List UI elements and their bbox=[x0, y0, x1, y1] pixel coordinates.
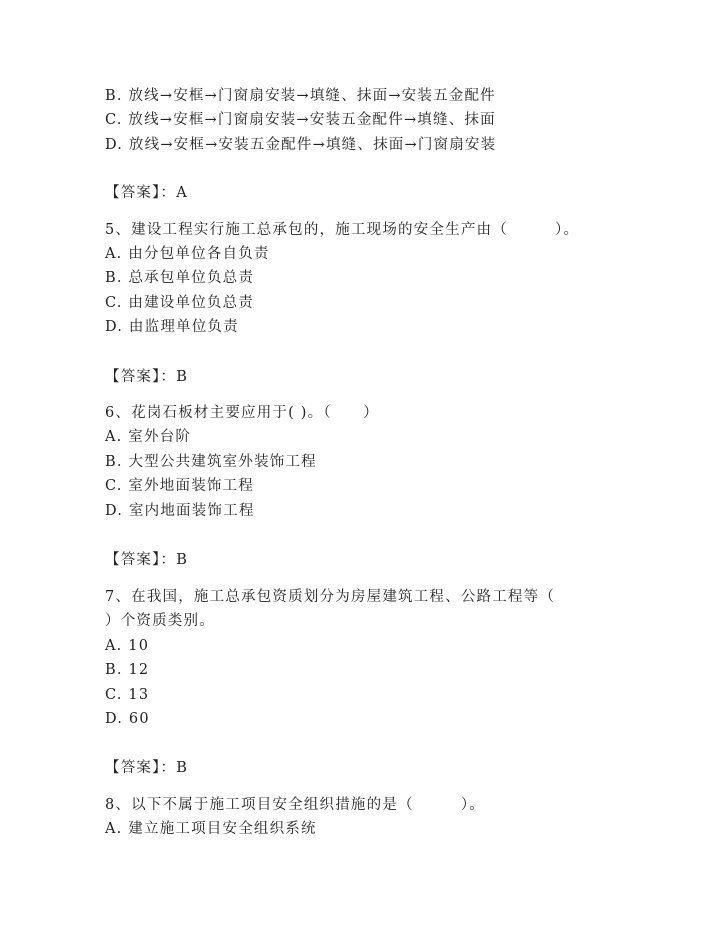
q7-answer: 【答案】：B bbox=[105, 760, 189, 776]
q5-option-a: A. 由分包单位各自负责 bbox=[105, 246, 270, 262]
q7-option-c: C. 13 bbox=[105, 687, 150, 703]
q5-option-b: B. 总承包单位负总责 bbox=[105, 270, 255, 286]
q7-question-line1: 7、在我国，施工总承包资质划分为房屋建筑工程、公路工程等（ bbox=[105, 589, 556, 605]
q7-option-a: A. 10 bbox=[105, 638, 150, 654]
q8-option-a: A. 建立施工项目安全组织系统 bbox=[105, 821, 317, 837]
q7-question-line2: ）个资质类别。 bbox=[105, 613, 215, 629]
q4-option-d: D. 放线→安框→安装五金配件→填缝、抹面→门窗扇安装 bbox=[105, 137, 497, 153]
q6-option-d: D. 室内地面装饰工程 bbox=[105, 503, 255, 519]
q6-option-b: B. 大型公共建筑室外装饰工程 bbox=[105, 454, 317, 470]
q6-question: 6、花岗石板材主要应用于( )。（ ） bbox=[105, 405, 379, 421]
q5-option-c: C. 由建设单位负总责 bbox=[105, 295, 254, 311]
q6-option-a: A. 室外台阶 bbox=[105, 429, 192, 445]
q7-option-b: B. 12 bbox=[105, 662, 150, 678]
q5-answer: 【答案】：B bbox=[105, 369, 189, 385]
q4-option-c: C. 放线→安框→门窗扇安装→安装五金配件→填缝、抹面 bbox=[105, 112, 496, 128]
q6-option-c: C. 室外地面装饰工程 bbox=[105, 478, 254, 494]
q7-option-d: D. 60 bbox=[105, 711, 150, 727]
q6-answer: 【答案】：B bbox=[105, 552, 189, 568]
q4-option-b: B. 放线→安框→门窗扇安装→填缝、抹面→安装五金配件 bbox=[105, 88, 496, 104]
q5-option-d: D. 由监理单位负责 bbox=[105, 319, 239, 335]
q4-answer: 【答案】：A bbox=[105, 185, 188, 201]
q8-question: 8、以下不属于施工项目安全组织措施的是（ ）。 bbox=[105, 797, 485, 813]
q5-question: 5、建设工程实行施工总承包的，施工现场的安全生产由（ ）。 bbox=[105, 222, 580, 238]
